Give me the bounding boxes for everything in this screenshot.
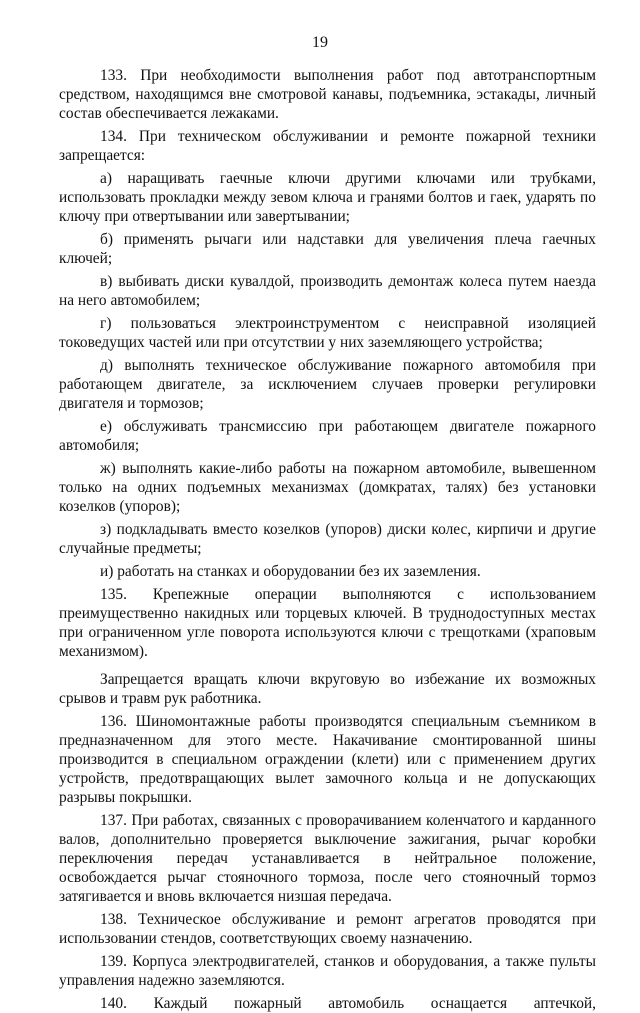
list-item-v: в) выбивать диски кувалдой, производить демонтаж колеса путем наезда на него автомобилем; (59, 273, 596, 309)
paragraph-135-prohibition: Запрещается вращать ключи вкруговую во избежание их возможных срывов и травм рук работника. (59, 671, 596, 707)
list-item-a: а) наращивать гаечные ключи другими ключами или трубками, использовать прокладки между зевом ключа и гранями болтов и гаек, ударять по ключу при отвертывании или завертывании; (59, 170, 596, 225)
list-item-i: и) работать на станках и оборудовании без их заземления. (100, 563, 481, 580)
list-item-z: з) подкладывать вместо козелков (упоров) диски колес, кирпичи и другие случайные предметы; (59, 521, 596, 557)
paragraph-138: 138. Техническое обслуживание и ремонт агрегатов проводятся при использовании стендов, соответствующих своему назначению. (59, 911, 596, 947)
paragraph-140: 140. Каждый пожарный автомобиль оснащается аптечкой, (100, 995, 596, 1012)
list-item-b: б) применять рычаги или надставки для увеличения плеча гаечных ключей; (59, 231, 596, 267)
paragraph-139: 139. Корпуса электродвигателей, станков и оборудования, а также пульты управления надежно заземляются. (59, 953, 596, 989)
paragraph-133: 133. При необходимости выполнения работ под автотранспортным средством, находящимся вне смотровой канавы, подъемника, эстакады, личный состав обеспечивается лежаками. (59, 67, 596, 122)
paragraph-135: 135. Крепежные операции выполняются с использованием преимущественно накидных или торцевых ключей. В труднодоступных местах при ограниченном угле поворота используются ключи с трещотками (храповым механизмом). (59, 586, 596, 660)
document-body (59, 66, 596, 1013)
list-item-e: е) обслуживать трансмиссию при работающем двигателе пожарного автомобиля; (59, 418, 596, 454)
list-item-g: г) пользоваться электроинструментом с неисправной изоляцией токоведущих частей или при отсутствии у них заземляющего устройства; (59, 315, 596, 351)
paragraph-134: 134. При техническом обслуживании и ремонте пожарной техники запрещается: (59, 128, 596, 164)
page-number: 19 (312, 34, 328, 51)
list-item-d: д) выполнять техническое обслуживание пожарного автомобиля при работающем двигателе, за исключением случаев проверки регулировки двигателя и тормозов; (59, 357, 596, 412)
paragraph-136: 136. Шиномонтажные работы производятся специальным съемником в предназначенном для этого месте. Накачивание смонтированной шины производится в специальном ограждении (клети) или с применением других устройств, предотвращающих вылет замочного кольца и не допускающих разрывы покрышки. (59, 713, 596, 806)
list-item-zh: ж) выполнять какие-либо работы на пожарном автомобиле, вывешенном только на одних подъемных механизмах (домкратах, талях) без установки козелков (упоров); (59, 460, 596, 515)
paragraph-137: 137. При работах, связанных с проворачиванием коленчатого и карданного валов, дополнительно проверяется выключение зажигания, рычаг коробки переключения передач устанавливается в нейтральное положение, освобождается рычаг стояночного тормоза, после чего стояночный тормоз затягивается и вновь включается низшая передача. (59, 812, 596, 905)
